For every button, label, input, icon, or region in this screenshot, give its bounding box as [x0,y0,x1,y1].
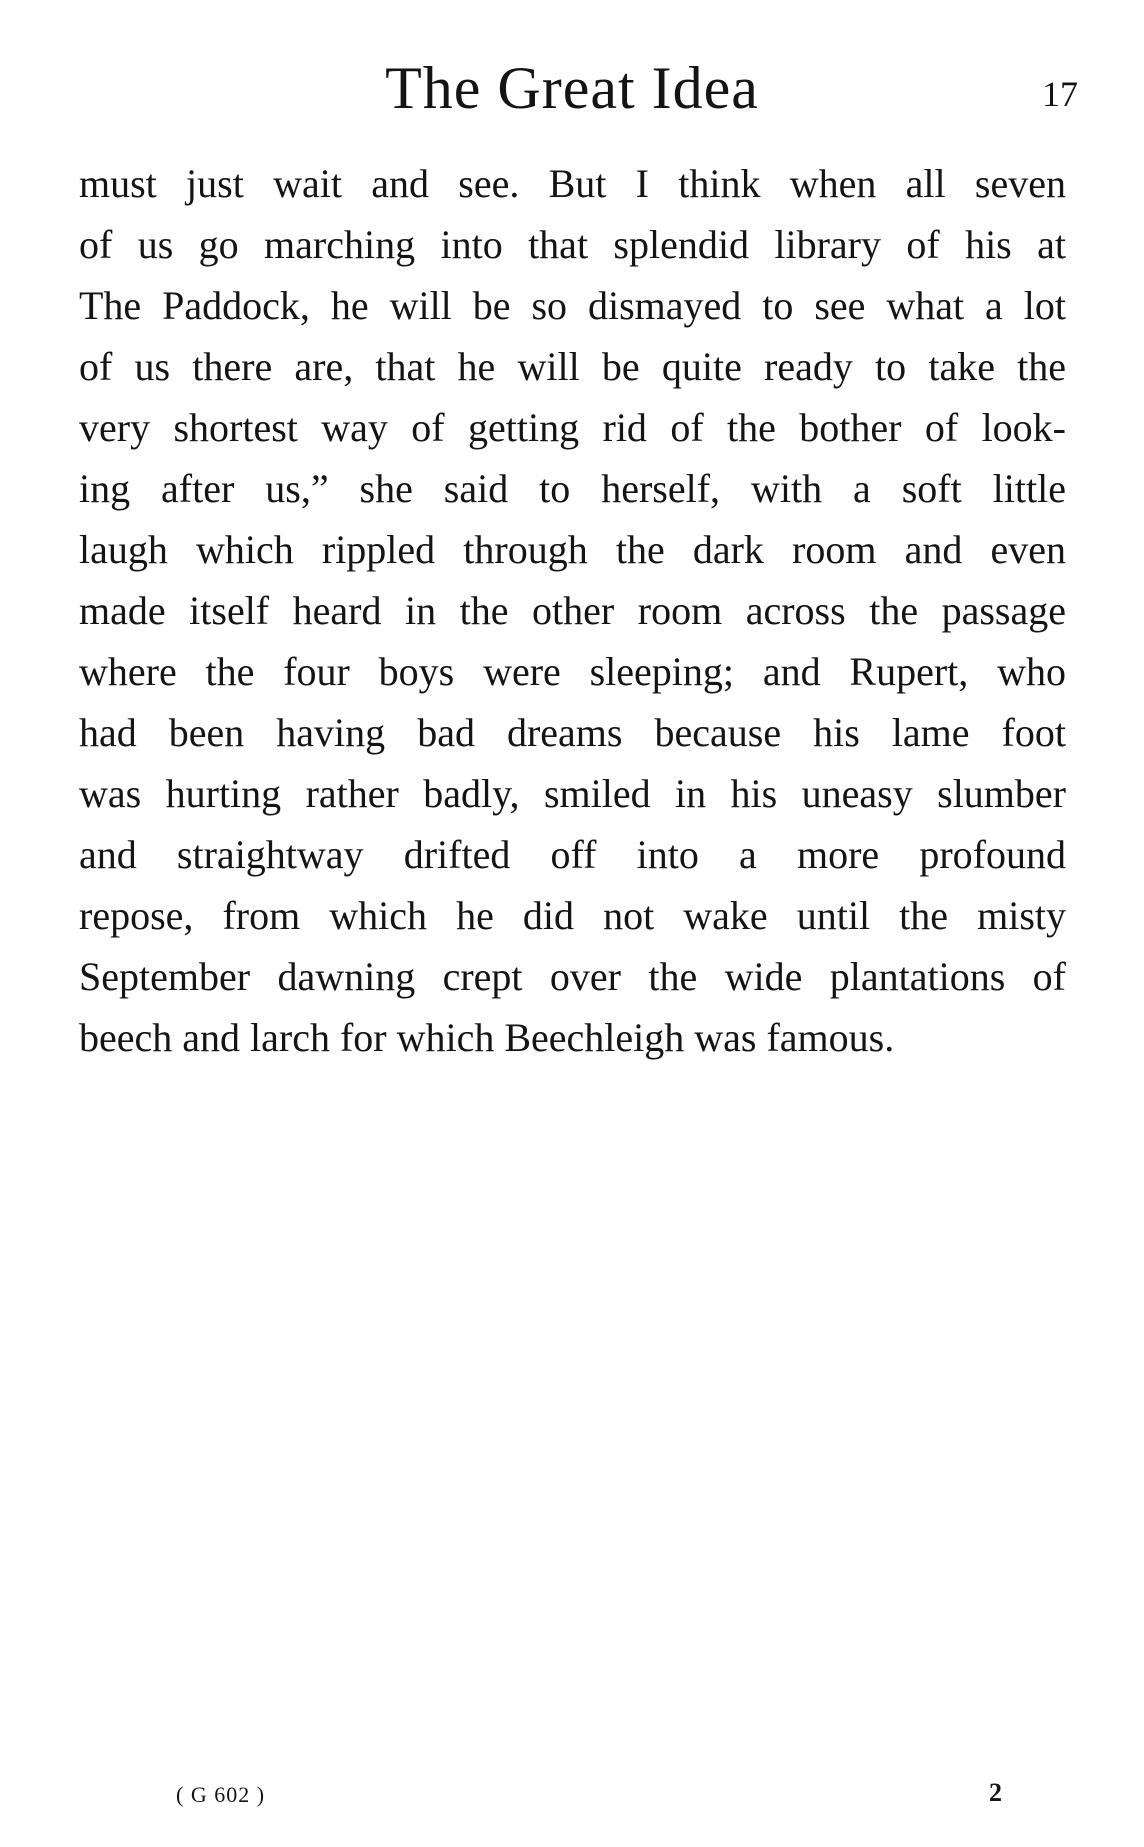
text-line: of us go marching into that splendid library of his at [79,222,1066,267]
running-title: The Great Idea [385,55,759,121]
text-line: ing after us,” she said to herself, with a soft little [79,466,1066,511]
page-number: 17 [1042,74,1078,114]
sheet-number: 2 [989,1778,1002,1807]
text-line: of us there are, that he will be quite ready to take the [79,344,1066,389]
text-line-last: beech and larch for which Beechleigh was famous. [79,1015,895,1060]
text-line: very shortest way of getting rid of the bother of look- [79,405,1066,450]
text-line: laugh which rippled through the dark room and even [79,527,1066,572]
text-line: made itself heard in the other room across the passage [79,588,1066,633]
text-line: September dawning crept over the wide plantations of [79,954,1066,999]
text-line: and straightway drifted off into a more profound [79,832,1066,877]
printer-signature-mark: ( G 602 ) [176,1782,266,1807]
text-line: had been having bad dreams because his lame foot [79,710,1066,755]
running-head [0,48,1144,128]
text-line: where the four boys were sleeping; and Rupert, who [79,649,1066,694]
text-line: repose, from which he did not wake until the misty [79,893,1066,938]
text-line: was hurting rather badly, smiled in his uneasy slumber [79,771,1066,816]
text-line: must just wait and see. But I think when all seven [79,161,1066,206]
body-text [79,153,1066,1068]
text-line: The Paddock, he will be so dismayed to see what a lot [79,283,1066,328]
